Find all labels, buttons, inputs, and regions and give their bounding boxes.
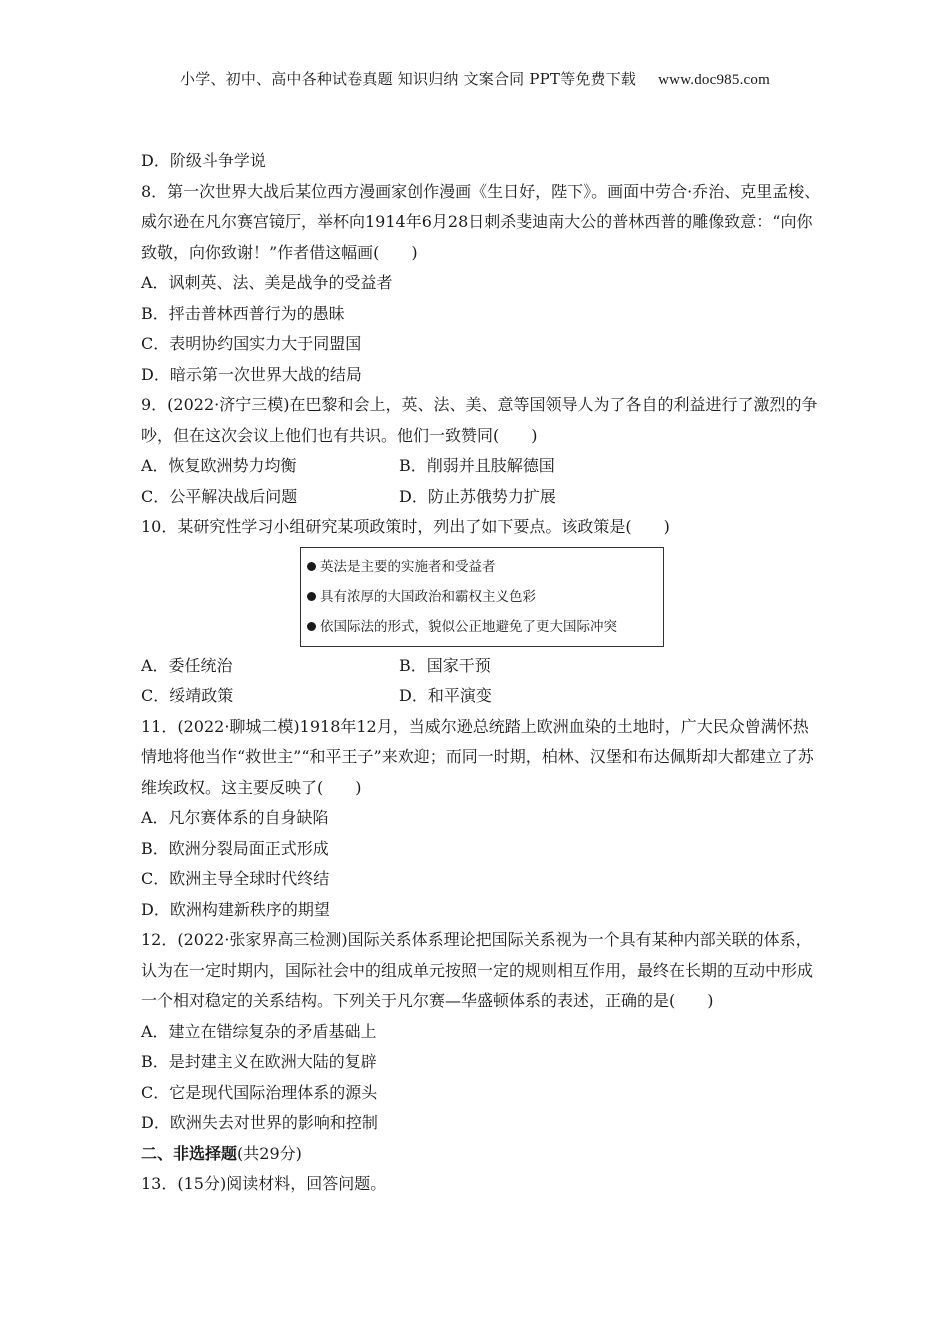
q8-option-d: D．暗示第一次世界大战的结局 bbox=[141, 364, 362, 384]
q12-option-a: A．建立在错综复杂的矛盾基础上 bbox=[141, 1021, 377, 1041]
bullet-icon bbox=[307, 592, 316, 601]
q9-option-d: D．防止苏俄势力扩展 bbox=[399, 486, 556, 506]
section-2-title: 二、非选择题 bbox=[141, 1143, 238, 1163]
section-2-heading bbox=[141, 1139, 821, 1170]
q10-point-text: 依国际法的形式，貌似公正地避免了更大国际冲突 bbox=[320, 618, 617, 635]
q10-options-row1 bbox=[141, 651, 821, 682]
q9-options-row2 bbox=[141, 482, 821, 513]
q12-option-b: B．是封建主义在欧洲大陆的复辟 bbox=[141, 1052, 377, 1071]
q10-stem: 10．某研究性学习小组研究某项政策时，列出了如下要点。该政策是( ) bbox=[141, 517, 670, 536]
q12-option-c: C．它是现代国际治理体系的源头 bbox=[141, 1082, 378, 1102]
page-header bbox=[0, 68, 950, 89]
q10-option-d: D．和平演变 bbox=[399, 686, 492, 705]
q12-option-d: D．欧洲失去对世界的影响和控制 bbox=[141, 1113, 378, 1132]
q11-option-d: D．欧洲构建新秩序的期望 bbox=[141, 899, 330, 919]
q11-stem: 11．(2022·聊城二模)1918年12月，当威尔逊总统踏上欧洲血染的土地时，广大民众曾满怀热情地将他当作“救世主”“和平王子”来欢迎；而同一时期，柏林、汉堡和布达佩斯却大都建立了苏维埃政权。这主要反映了( ) bbox=[141, 716, 814, 797]
q10-point bbox=[307, 612, 655, 642]
q9-stem: 9．(2022·济宁三模)在巴黎和会上，英、法、美、意等国领导人为了各自的利益进行了激烈的争吵，但在这次会议上他们也有共识。他们一致赞同( ) bbox=[141, 395, 818, 445]
header-site-link[interactable]: www.doc985.com bbox=[658, 72, 770, 88]
q13-stem: 13．(15分)阅读材料，回答问题。 bbox=[141, 1174, 387, 1193]
q7-option-d: D．阶级斗争学说 bbox=[141, 151, 266, 170]
q11-option-b: B．欧洲分裂局面正式形成 bbox=[141, 838, 329, 858]
bullet-icon bbox=[307, 562, 316, 571]
q10-points-box bbox=[300, 547, 664, 647]
q10-point-text: 具有浓厚的大国政治和霸权主义色彩 bbox=[320, 588, 536, 605]
q10-option-a: A．委任统治 bbox=[141, 655, 233, 675]
bullet-icon bbox=[307, 622, 316, 631]
q8-option-c: C．表明协约国实力大于同盟国 bbox=[141, 334, 362, 353]
header-text: 小学、初中、高中各种试卷真题 知识归纳 文案合同 PPT等免费下载 bbox=[180, 70, 637, 88]
q10-point bbox=[307, 552, 655, 582]
q11-option-c: C．欧洲主导全球时代终结 bbox=[141, 869, 330, 888]
q10-point-text: 英法是主要的实施者和受益者 bbox=[320, 558, 496, 575]
q9-option-a: A．恢复欧洲势力均衡 bbox=[141, 456, 297, 475]
q9-option-c: C．公平解决战后问题 bbox=[141, 486, 298, 506]
q12-stem: 12．(2022·张家界高三检测)国际关系体系理论把国际关系视为一个具有某种内部关联的体系，认为在一定时期内，国际社会中的组成单元按照一定的规则相互作用，最终在长期的互动中形成一个相对稳定的关系结构。下列关于凡尔赛—华盛顿体系的表述，正确的是( ) bbox=[141, 930, 814, 1010]
q9-option-b: B．削弱并且肢解德国 bbox=[399, 456, 555, 475]
q11-option-a: A．凡尔赛体系的自身缺陷 bbox=[141, 808, 329, 827]
q10-option-b: B．国家干预 bbox=[399, 655, 491, 675]
q8-option-b: B．抨击普林西普行为的愚昧 bbox=[141, 303, 345, 323]
q8-stem: 8．第一次世界大战后某位西方漫画家创作漫画《生日好，陛下》。画面中劳合·乔治、克里孟梭、威尔逊在凡尔赛宫镜厅，举杯向1914年6月28日刺杀斐迪南大公的普林西普的雕像致意：“向你致敬，向你致谢！”作者借这幅画( ) bbox=[141, 181, 821, 262]
q10-option-c: C．绥靖政策 bbox=[141, 686, 234, 705]
exam-content bbox=[141, 146, 821, 1200]
q9-options-row1 bbox=[141, 451, 821, 482]
q10-point bbox=[307, 582, 655, 612]
q10-points-wrapper bbox=[141, 543, 821, 651]
section-2-score: (共29分) bbox=[237, 1143, 302, 1163]
q10-options-row2 bbox=[141, 681, 821, 712]
q8-option-a: A．讽刺英、法、美是战争的受益者 bbox=[141, 273, 393, 292]
